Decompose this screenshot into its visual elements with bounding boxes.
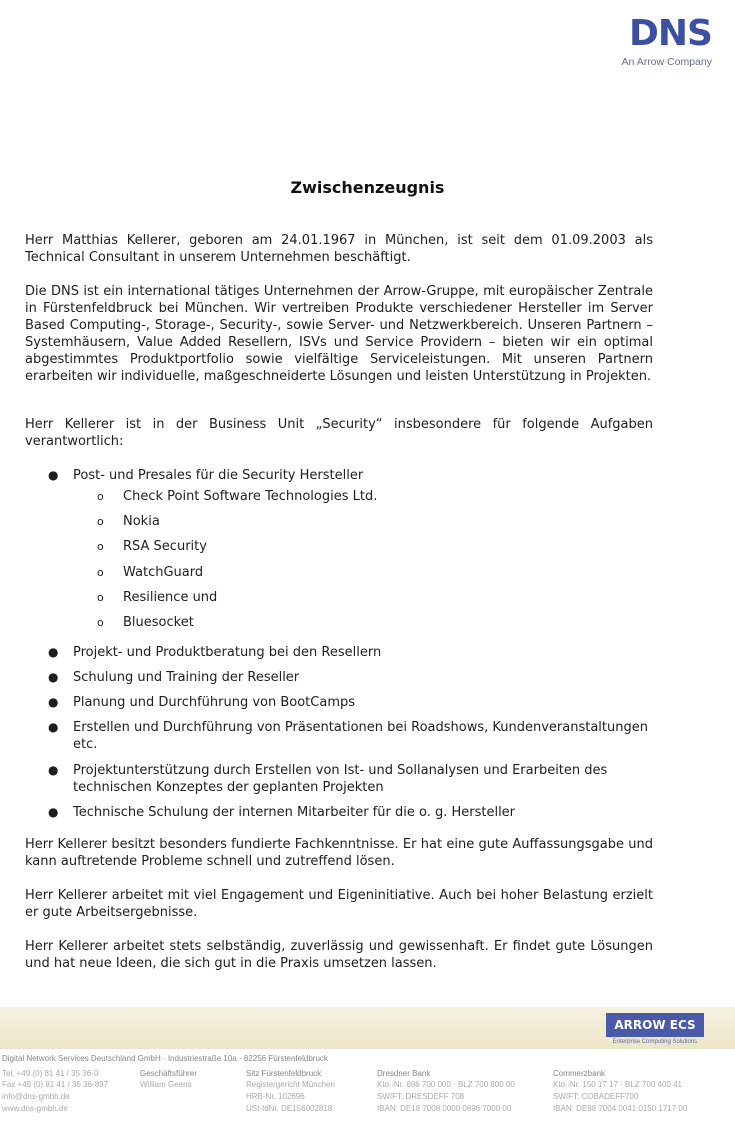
logo-tagline: An Arrow Company xyxy=(621,56,712,68)
circle-bullet-icon: o xyxy=(97,515,104,528)
paragraph-engagement: Herr Kellerer arbeitet mit viel Engagement und Eigeninitiative. Auch bei hoher Belastung erzielt er gute Arbeitsergebnisse. xyxy=(25,888,653,920)
paragraph-company: Die DNS ist ein international tätiges Unternehmen der Arrow-Gruppe, mit europäischer Zentrale in Fürstenfeldbruck bei München. Wir vertreiben Produkte verschiedener Hersteller im Server Based Computing-, Storage-, Security-, sowie Server- und Netzwerkbereich. Unseren Partnern – Systemhäusern, Value Added Resellern, ISVs und Service Providern – bieten wir ein optimal abgestimmtes Produktportfolio sowie vielfältige Serviceleistungen. Mit unseren Partnern erarbeiten wir individuelle, maßgeschneiderte Lösungen und leisten Unterstützung in Projekten. xyxy=(25,284,653,384)
task-item: Projektunterstützung durch Erstellen von Ist- und Sollanalysen und Erarbeiten des technischen Konzeptes der geplanten Projekten xyxy=(73,763,608,795)
task-item: Post- und Presales für die Security Hersteller xyxy=(73,468,364,483)
vendor-item: Nokia xyxy=(123,514,160,529)
footer-bank1-account: Kto.-Nr. 696 700 000 · BLZ 700 800 00 xyxy=(377,1080,515,1089)
circle-bullet-icon: o xyxy=(97,616,104,629)
paragraph-knowledge: Herr Kellerer besitzt besonders fundierte Fachkenntnisse. Er hat eine gute Auffassungsgabe und kann auftretende Probleme schnell und zutreffend lösen. xyxy=(25,837,653,869)
footer-contact-email[interactable]: info@dns-gmbh.de xyxy=(2,1092,70,1101)
footer-bank1-swift: SWIFT: DRESDEFF 708 xyxy=(377,1092,465,1101)
vendor-item: Bluesocket xyxy=(123,615,194,630)
paragraph-tasks-intro: Herr Kellerer ist in der Business Unit „Security“ insbesondere für folgende Aufgaben verantwortlich: xyxy=(25,417,653,449)
footer-seat-head: Sitz Fürstenfeldbruck xyxy=(246,1069,322,1078)
task-item: Erstellen und Durchführung von Präsentationen bei Roadshows, Kundenveranstaltungen etc. xyxy=(73,720,648,752)
footer-contact-fax: Fax +49 (0) 81 41 / 35 36-897 xyxy=(2,1080,109,1089)
footer-bank2-swift: SWIFT: COBADEFF700 xyxy=(553,1092,639,1101)
task-item: Planung und Durchführung von BootCamps xyxy=(73,695,356,710)
circle-bullet-icon: o xyxy=(97,566,104,579)
circle-bullet-icon: o xyxy=(97,490,104,503)
vendor-item: Check Point Software Technologies Ltd. xyxy=(123,489,378,504)
arrow-ecs-logo: ARROW ECS xyxy=(606,1013,704,1037)
arrow-ecs-tagline: Enterprise Computing Solutions xyxy=(612,1039,698,1045)
footer-management: William Geens xyxy=(140,1080,192,1089)
footer-seat-court: Registergericht München xyxy=(246,1080,335,1089)
bullet-icon: ● xyxy=(48,645,59,659)
circle-bullet-icon: o xyxy=(97,591,104,604)
task-item: Schulung und Training der Reseller xyxy=(73,670,300,685)
task-item: Projekt- und Produktberatung bei den Resellern xyxy=(73,645,382,660)
footer-bank2-head: Commerzbank xyxy=(553,1069,606,1078)
paragraph-intro: Herr Matthias Kellerer, geboren am 24.01.1967 in München, ist seit dem 01.09.2003 als Technical Consultant in unserem Unternehmen beschäftigt. xyxy=(25,233,653,265)
paragraph-independence: Herr Kellerer arbeitet stets selbständig, zuverlässig und gewissenhaft. Er findet gute Lösungen und hat neue Ideen, die sich gut in die Praxis umsetzen lassen. xyxy=(25,939,653,971)
footer-management-head: Geschäftsführer xyxy=(140,1069,197,1078)
footer-seat-hrb: HRB-Nr. 102696 xyxy=(246,1092,305,1101)
bullet-icon: ● xyxy=(48,763,59,777)
circle-bullet-icon: o xyxy=(97,540,104,553)
bullet-icon: ● xyxy=(48,695,59,709)
dns-logo xyxy=(600,14,712,68)
footer-company-line: Digital Network Services Deutschland GmbH · Industriestraße 10a · 82256 Fürstenfeldbruck xyxy=(2,1054,328,1063)
bullet-icon: ● xyxy=(48,468,59,482)
bullet-icon: ● xyxy=(48,670,59,684)
logo-wordmark: DNS xyxy=(629,13,712,54)
footer-contact-web[interactable]: www.dns-gmbh.de xyxy=(2,1104,68,1113)
footer-bank1-head: Dresdner Bank xyxy=(377,1069,431,1078)
task-item: Technische Schulung der internen Mitarbeiter für die o. g. Hersteller xyxy=(73,805,516,820)
bullet-icon: ● xyxy=(48,805,59,819)
vendor-item: RSA Security xyxy=(123,539,207,554)
footer-contact-phone: Tel. +49 (0) 81 41 / 35 36-0 xyxy=(2,1069,99,1078)
vendor-item: Resilience und xyxy=(123,590,218,605)
footer-bank2-iban: IBAN: DE98 7004 0041 0150 1717 00 xyxy=(553,1104,688,1113)
footer-seat-vat: USt-IdNr. DE156002818 xyxy=(246,1104,333,1113)
footer-bank1-iban: IBAN: DE18 7008 0000 0696 7000 00 xyxy=(377,1104,512,1113)
vendor-item: WatchGuard xyxy=(123,565,204,580)
footer-bank2-account: Kto.-Nr. 150 17 17 · BLZ 700 400 41 xyxy=(553,1080,682,1089)
bullet-icon: ● xyxy=(48,720,59,734)
document-title: Zwischenzeugnis xyxy=(290,178,445,197)
